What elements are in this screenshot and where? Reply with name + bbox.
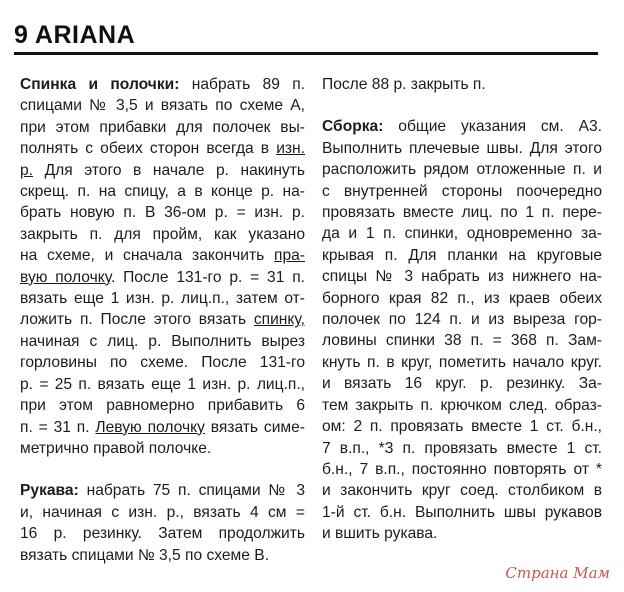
text-line <box>322 159 602 180</box>
watermark-logo: Страна Мам <box>505 564 610 582</box>
section-sleeves <box>20 480 305 566</box>
text-run: набрать 89 п. <box>179 76 305 93</box>
text-run: Для этого в начале р. накинуть <box>33 161 305 179</box>
text-line <box>322 245 602 266</box>
text-line <box>20 502 305 523</box>
text-line <box>20 438 305 459</box>
text-run: спицами № 3,5 и вязать по схеме А, <box>20 97 305 115</box>
text-line <box>20 74 305 95</box>
section-continuation <box>322 74 602 95</box>
text-run: спицы № 3 набрать из нижнего на- <box>322 268 602 286</box>
text-line <box>20 245 305 266</box>
text-line <box>20 331 305 352</box>
text-run: провязать вместе лиц. по 1 п. пере- <box>322 204 602 222</box>
section-gap <box>20 459 305 480</box>
left-column <box>20 74 305 566</box>
text-line <box>322 223 602 244</box>
text-line <box>322 116 602 137</box>
text-line <box>20 352 305 373</box>
text-line <box>322 181 602 202</box>
underlined-text: изн. <box>276 140 305 158</box>
text-run: б.н., 7 в.п., постоянно повторять от * <box>322 460 602 478</box>
text-line <box>20 160 305 181</box>
text-line <box>20 523 305 544</box>
title-divider <box>14 52 598 55</box>
text-run: на схеме, и сначала закончить <box>20 247 275 265</box>
underlined-text: вую полочку <box>20 268 111 286</box>
underlined-text: Левую полочку <box>95 418 205 436</box>
text-run: ом: 2 п. провязать вместе 1 ст. б.н., <box>322 418 602 436</box>
text-run: тем закрыть п. крючком след. образ- <box>322 396 602 414</box>
text-run: крывая п. Для планки на круговые <box>322 246 602 264</box>
text-run: и закончить круг соед. столбиком в <box>322 482 602 500</box>
text-run: начиная с лиц. р. Выполнить вырез <box>20 332 305 350</box>
page-title: 9 ARIANA <box>14 21 136 49</box>
section-gap <box>322 95 602 116</box>
text-line <box>322 523 602 544</box>
text-run: полнять с обеих сторон всегда в <box>20 140 277 158</box>
text-line <box>322 373 602 394</box>
text-run: вязать спицами № 3,5 по схеме В. <box>20 546 270 564</box>
text-line <box>322 288 602 309</box>
text-run: набрать 75 п. спицами № 3 <box>78 482 305 500</box>
right-column <box>322 74 602 545</box>
text-line <box>20 95 305 116</box>
text-line <box>322 502 602 523</box>
text-run: п. = 31 п. <box>20 418 96 436</box>
text-line <box>322 459 602 480</box>
text-run: горловины по схеме. После 131-го <box>20 354 305 372</box>
text-line <box>20 181 305 202</box>
underlined-text: р. <box>20 161 34 179</box>
text-run: кнуть п. в круг, пометить начало круг. <box>322 353 602 371</box>
text-run: . После 131-го р. = 31 п. <box>110 268 305 286</box>
section-assembly <box>322 116 602 544</box>
text-run: с внутренней стороны поочередно <box>322 182 602 200</box>
text-run: р. = 25 п. вязать еще 1 изн. р. лиц.п., <box>20 375 305 393</box>
text-run: вязать еще 1 изн. р. лиц.п., затем от- <box>20 290 305 308</box>
text-line <box>322 202 602 223</box>
text-run: 7 в.п., *3 п. провязать вместе 1 ст. <box>322 439 602 457</box>
section-heading: Сборка: <box>322 118 384 136</box>
section-heading: Рукава: <box>20 482 79 500</box>
text-line <box>322 138 602 159</box>
section-heading: Спинка и полочки: <box>20 76 180 93</box>
text-line <box>322 416 602 437</box>
underlined-text: спинку, <box>253 311 305 329</box>
text-run: Выполнить плечевые швы. Для этого <box>322 139 602 157</box>
section-back-fronts <box>20 74 305 459</box>
underlined-text: пра- <box>274 247 305 265</box>
text-run: и, начиная с изн. р., вязать 4 см = <box>20 503 305 521</box>
text-line <box>322 395 602 416</box>
text-line <box>20 224 305 245</box>
text-run: вязать симе- <box>204 418 305 436</box>
text-run: ложить п. После этого вязать <box>20 311 254 329</box>
text-line <box>20 267 305 288</box>
text-line <box>322 266 602 287</box>
text-run: закрыть п. для пройм, как указано <box>20 225 305 243</box>
text-line <box>20 374 305 395</box>
text-run: расположить рядом отложенные п. и <box>322 161 602 179</box>
text-run: 16 р. резинку. Затем продолжить <box>20 525 305 543</box>
text-run: при этом прибавки для полочек вы- <box>20 118 305 136</box>
text-line <box>20 480 305 501</box>
text-run: и вшить рукава. <box>322 525 438 543</box>
text-run: при этом равномерно прибавить 6 <box>20 397 305 415</box>
text-line <box>20 309 305 330</box>
text-run: полочек по 124 п. и из выреза гор- <box>322 311 602 329</box>
text-line <box>20 395 305 416</box>
text-run: общие указания см. А3. <box>383 118 602 136</box>
text-line <box>322 74 602 95</box>
text-run: скрещ. п. на спицу, а в конце р. на- <box>20 183 305 201</box>
text-run: брать новую п. В 36-ом р. = изн. р. <box>20 204 305 222</box>
text-run: 1-й ст. б.н. Выполнить швы рукавов <box>322 503 602 521</box>
text-run: да и 1 п. спинки, одновременно за- <box>322 225 602 243</box>
text-line <box>20 545 305 566</box>
text-line <box>20 202 305 223</box>
text-line <box>322 330 602 351</box>
text-run: метрично правой полочке. <box>20 439 212 457</box>
text-line <box>20 138 305 159</box>
text-line <box>322 309 602 330</box>
text-line <box>322 438 602 459</box>
text-line <box>20 417 305 438</box>
text-run: После 88 р. закрыть п. <box>322 76 486 93</box>
text-line <box>20 288 305 309</box>
text-line <box>322 480 602 501</box>
text-run: и вязать 16 круг. р. резинку. За- <box>322 375 602 393</box>
text-line <box>322 352 602 373</box>
text-line <box>20 117 305 138</box>
text-run: борного края 82 п., из краев обеих <box>322 289 602 307</box>
text-run: ловины спинки 38 п. = 368 п. Зам- <box>322 332 602 350</box>
